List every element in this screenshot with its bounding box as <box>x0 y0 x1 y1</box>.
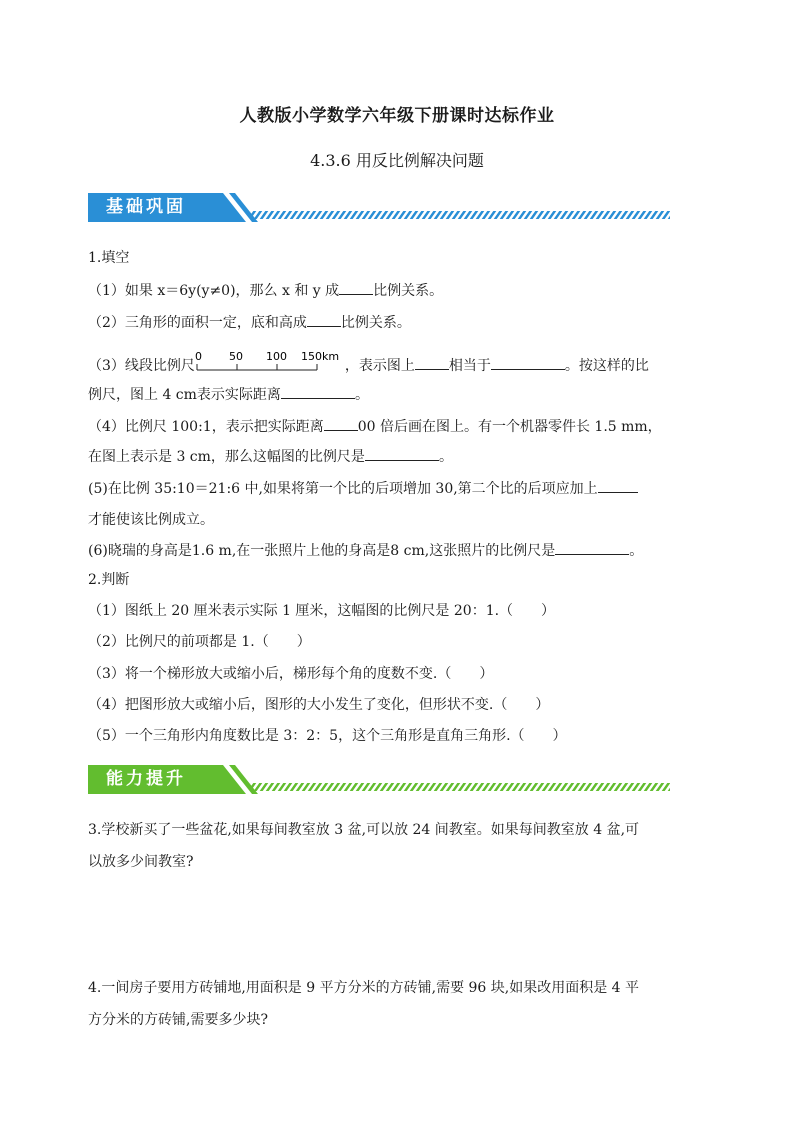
judge-item-1: （1）图纸上 20 厘米表示实际 1 厘米，这幅图的比例尺是 20：1.（ ） <box>88 603 556 619</box>
problem-4-line2: 方分米的方砖铺,需要多少块? <box>88 1012 268 1028</box>
fill-question-3-line2 <box>88 384 369 405</box>
q3-line2-end: 。 <box>354 387 369 403</box>
q2-text-end: 比例关系。 <box>340 315 411 331</box>
q4-blank-1[interactable] <box>324 416 358 431</box>
fill-question-5 <box>88 478 638 499</box>
q4-blank-2[interactable] <box>365 446 439 461</box>
section2-heading: 2.判断 <box>88 572 130 588</box>
scale-tick-150: 150 <box>300 350 322 363</box>
scale-tick-100: 100 <box>265 350 287 363</box>
section1-heading: 1.填空 <box>88 250 130 266</box>
page-title: 人教版小学数学六年级下册课时达标作业 <box>239 106 555 126</box>
fill-question-6 <box>88 540 643 561</box>
q1-blank[interactable] <box>339 280 373 295</box>
q3-mid2: 相当于 <box>448 358 491 374</box>
q4-line2-text: 在图上表示是 3 cm，那么这幅图的比例尺是 <box>88 449 365 465</box>
scale-tick-0: 0 <box>194 350 202 363</box>
q1-text: （1）如果 x＝6y(y≠0)，那么 x 和 y 成 <box>88 283 340 299</box>
line-scale-ruler <box>195 350 345 376</box>
q3-blank-1[interactable] <box>415 355 449 370</box>
q6-text-end: 。 <box>629 543 644 559</box>
basic-section-banner <box>88 190 678 230</box>
problem-4-line1: 4.一间房子要用方砖铺地,用面积是 9 平方分米的方砖铺,需要 96 块,如果改用面积是 4 平 <box>88 980 640 996</box>
judge-item-4: （4）把图形放大或缩小后，图形的大小发生了变化，但形状不变.（ ） <box>88 697 550 713</box>
q3-text: （3）线段比例尺 <box>88 358 195 374</box>
problem-3-line1: 3.学校新买了一些盆花,如果每间教室放 3 盆,可以放 24 间教室。如果每间教室放 4 盆,可 <box>88 822 640 838</box>
q3-blank-2[interactable] <box>491 355 565 370</box>
scale-unit: km <box>321 350 340 363</box>
judge-item-3: （3）将一个梯形放大或缩小后，梯形每个角的度数不变.（ ） <box>88 666 494 682</box>
q5-text: (5)在比例 35:10＝21:6 中,如果将第一个比的后项增加 30,第二个比的后项应加上 <box>88 481 598 497</box>
q5-blank[interactable] <box>598 478 638 493</box>
q2-text: （2）三角形的面积一定，底和高成 <box>88 315 307 331</box>
judge-item-2: （2）比例尺的前项都是 1.（ ） <box>88 634 311 650</box>
lesson-subtitle: 4.3.6 用反比例解决问题 <box>310 151 484 170</box>
q2-blank[interactable] <box>307 312 341 327</box>
q6-text: (6)晓瑞的身高是1.6 m,在一张照片上他的身高是8 cm,这张照片的比例尺是 <box>88 543 556 559</box>
problem-3-line2: 以放多少间教室? <box>88 854 194 870</box>
fill-question-1 <box>88 280 443 301</box>
judge-item-5: （5）一个三角形内角度数比是 3：2：5，这个三角形是直角三角形.（ ） <box>88 728 567 744</box>
fill-question-3 <box>88 350 649 376</box>
q3-text-end: 。按这样的比 <box>564 358 649 374</box>
q4-line2-end: 。 <box>438 449 453 465</box>
advanced-section-banner <box>88 762 678 802</box>
fill-question-4-line2 <box>88 446 453 467</box>
q4-text: （4）比例尺 100:1，表示把实际距离 <box>88 419 324 435</box>
q3-blank-3[interactable] <box>281 384 355 399</box>
q3-line2-text: 例尺，图上 4 cm表示实际距离 <box>88 387 281 403</box>
advanced-banner-label: 能力提升 <box>106 769 186 789</box>
q1-text-end: 比例关系。 <box>373 283 444 299</box>
q4-text-mid: 00 倍后画在图上。有一个机器零件长 1.5 mm， <box>357 419 662 435</box>
fill-question-5-line2: 才能使该比例成立。 <box>88 512 214 528</box>
fill-question-4 <box>88 416 662 437</box>
q6-blank[interactable] <box>555 540 629 555</box>
basic-banner-label: 基础巩固 <box>106 197 186 217</box>
q3-mid1: ，表示图上 <box>344 358 415 374</box>
scale-tick-50: 50 <box>228 350 243 363</box>
fill-question-2 <box>88 312 411 333</box>
